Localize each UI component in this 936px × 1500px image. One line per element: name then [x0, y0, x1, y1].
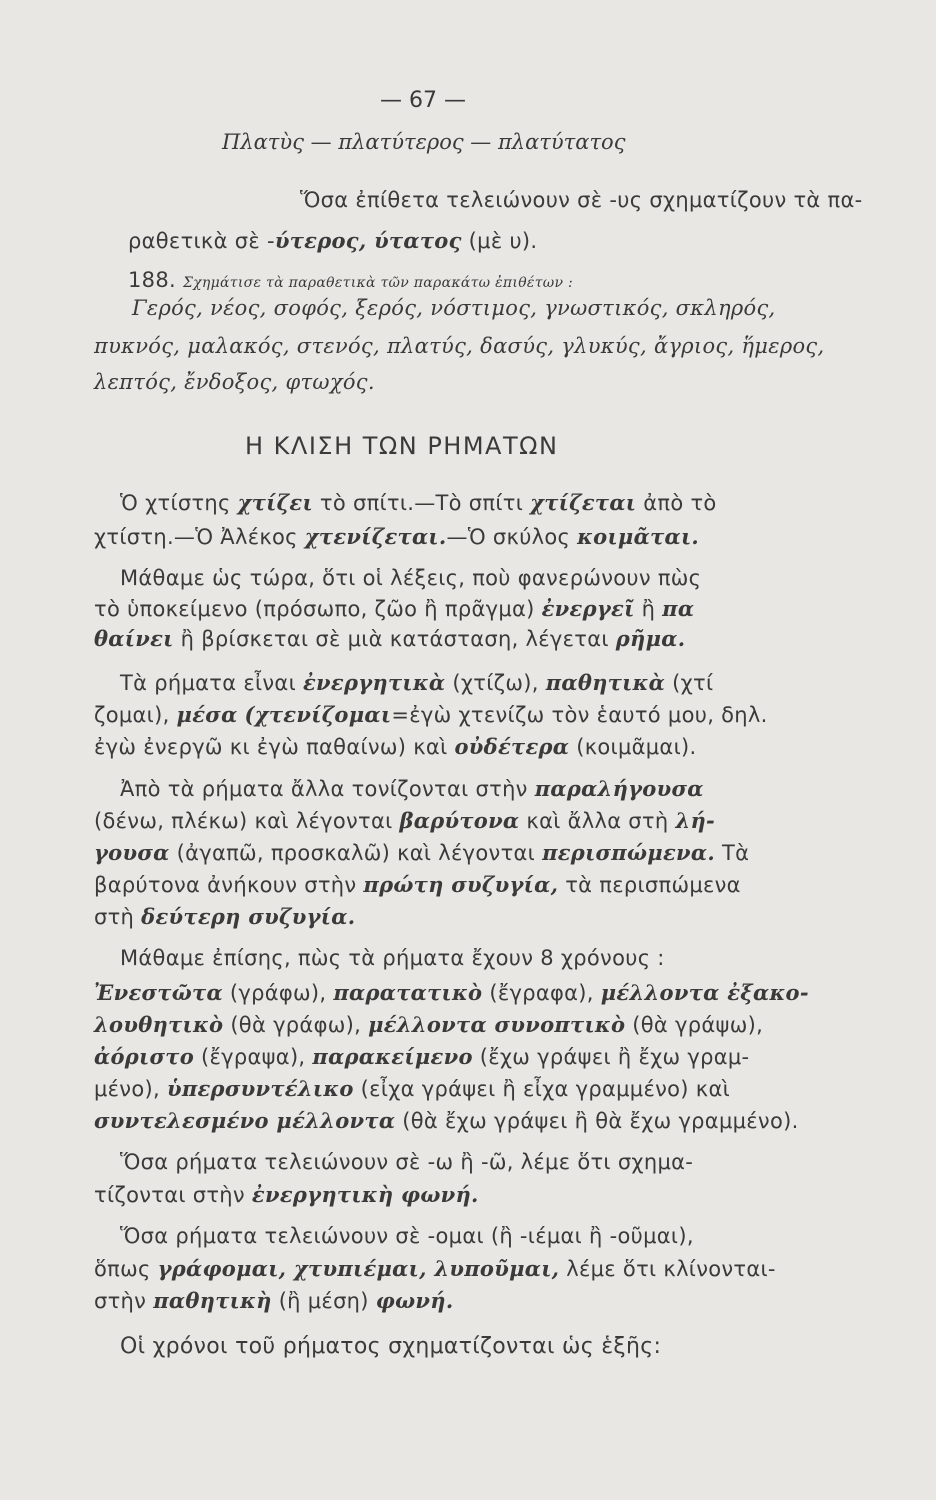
paragraph-line: Μάθαμε ἐπίσης, πὼς τὰ ρήματα ἔχουν 8 χρόνους : — [120, 946, 665, 970]
paragraph-line: Τὰ ρήματα εἶναι ἐνεργητικὰ (χτίζω), παθητικὰ (χτί — [120, 670, 714, 695]
paragraph-line: Ὅσα ρήματα τελειώνουν σὲ -ω ἢ -ῶ, λέμε ὅτι σχημα- — [120, 1150, 694, 1174]
exercise-words: λεπτός, ἔνδοξος, φτωχός. — [94, 370, 375, 394]
paragraph-line: ὅπως γράφομαι, χτυπιέμαι, λυποῦμαι, λέμε ὅτι κλίνονται- — [94, 1256, 776, 1281]
paragraph-line: ἐγὼ ἐνεργῶ κι ἐγὼ παθαίνω) καὶ οὐδέτερα (κοιμᾶμαι). — [94, 734, 697, 759]
paragraph-line: ἀόριστο (ἔγραψα), παρακείμενο (ἔχω γράψει ἢ ἔχω γραμ- — [94, 1044, 750, 1069]
paragraph-line: λουθητικὸ (θὰ γράφω), μέλλοντα συνοπτικὸ (θὰ γράψω), — [94, 1012, 764, 1037]
paragraph-line: Ὅσα ρήματα τελειώνουν σὲ -ομαι (ἢ -ιέμαι ἢ -οῦμαι), — [120, 1224, 694, 1248]
paragraph-line: ζομαι), μέσα (χτενίζομαι=ἐγὼ χτενίζω τὸν ἑαυτό μου, δηλ. — [94, 702, 768, 727]
paragraph-line: Ὁ χτίστης χτίζει τὸ σπίτι.—Τὸ σπίτι χτίζεται ἀπὸ τὸ — [120, 490, 717, 515]
paragraph-line: Οἱ χρόνοι τοῦ ρήματος σχηματίζονται ὡς ἑξῆς: — [120, 1334, 662, 1359]
paragraph-line: τίζονται στὴν ἐνεργητικὴ φωνή. — [94, 1182, 479, 1207]
page-number: — 67 — — [380, 88, 466, 113]
paragraph-line: Ὅσα ἐπίθετα τελειώνουν σὲ -υς σχηματίζουν τὰ πα- — [300, 188, 863, 212]
paragraph-line: θαίνει ἢ βρίσκεται σὲ μιὰ κατάσταση, λέγεται ρῆμα. — [94, 626, 686, 651]
paragraph-line: τὸ ὑποκείμενο (πρόσωπο, ζῶο ἢ πρᾶγμα) ἐνεργεῖ ἢ πα — [94, 596, 695, 621]
paragraph-line: (δένω, πλέκω) καὶ λέγονται βαρύτονα καὶ ἄλλα στὴ λή- — [94, 808, 716, 833]
section-title: Η ΚΛΙΣΗ ΤΩΝ ΡΗΜΑΤΩΝ — [245, 432, 559, 460]
exercise-instruction: Σχημάτισε τὰ παραθετικὰ τῶν παρακάτω ἐπιθέτων : — [182, 275, 574, 291]
paragraph-line: συντελεσμένο μέλλοντα (θὰ ἔχω γράψει ἢ θὰ ἔχω γραμμένο). — [94, 1108, 799, 1133]
paragraph-line: στὴν παθητικὴ (ἢ μέση) φωνή. — [94, 1288, 454, 1313]
paragraph-line: χτίστη.—Ὁ Ἀλέκος χτενίζεται.—Ὁ σκύλος κοιμᾶται. — [94, 524, 700, 549]
paragraph-line: Μάθαμε ὡς τώρα, ὅτι οἱ λέξεις, ποὺ φανερώνουν πὼς — [120, 566, 702, 590]
heading-adjective-degrees: Πλατὺς — πλατύτερος — πλατύτατος — [222, 130, 626, 154]
paragraph-line: ραθετικὰ σὲ -ύτερος, ύτατος (μὲ υ). — [128, 228, 538, 253]
exercise-number: 188. — [128, 268, 176, 292]
paragraph-line: Ἀπὸ τὰ ρήματα ἄλλα τονίζονται στὴν παραλήγουσα — [120, 776, 704, 801]
paragraph-line: στὴ δεύτερη συζυγία. — [94, 904, 356, 929]
exercise-words: πυκνός, μαλακός, στενός, πλατύς, δασύς, γλυκύς, ἄγριος, ἥμερος, — [94, 334, 825, 358]
paragraph-line: μένο), ὑπερσυντέλικο (εἶχα γράψει ἢ εἶχα γραμμένο) καὶ — [94, 1076, 730, 1101]
exercise-188 — [128, 268, 573, 292]
exercise-words: Γερός, νέος, σοφός, ξερός, νόστιμος, γνωστικός, σκληρός, — [132, 296, 776, 320]
paragraph-line: γουσα (ἀγαπῶ, προσκαλῶ) καὶ λέγονται περισπώμενα. Τὰ — [94, 840, 750, 865]
paragraph-line: Ἐνεστῶτα (γράφω), παρατατικὸ (ἔγραφα), μέλλοντα ἐξακο- — [94, 980, 809, 1005]
paragraph-line: βαρύτονα ἀνήκουν στὴν πρώτη συζυγία, τὰ περισπώμενα — [94, 872, 741, 897]
